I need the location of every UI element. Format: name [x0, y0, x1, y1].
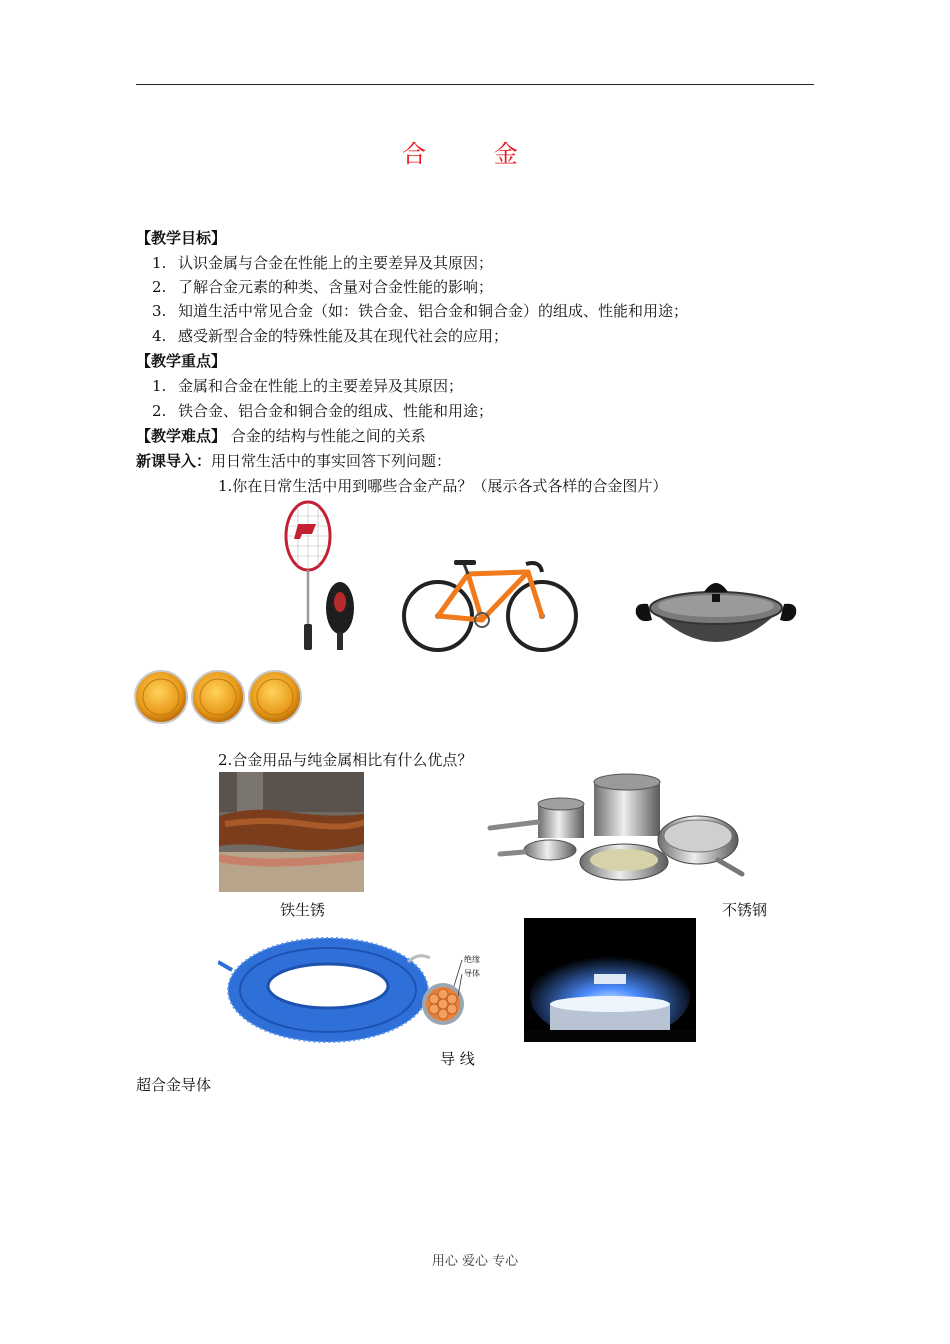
caption-wire: 导 线 [440, 1050, 475, 1068]
keypoint-item-2: 2. 铁合金、铝合金和铜合金的组成、性能和用途； [152, 402, 494, 420]
stainless-steel-cookware-image [486, 770, 746, 894]
keypoints-heading: 【教学重点】 [136, 352, 227, 370]
caption-superalloy: 超合金导体 [136, 1076, 212, 1094]
rusted-iron-image [219, 772, 364, 892]
objective-item-1: 1. 认识金属与合金在性能上的主要差异及其原因； [152, 254, 494, 272]
superconductor-image [524, 918, 696, 1042]
objective-item-4: 4. 感受新型合金的特殊性能及其在现代社会的应用； [152, 327, 509, 345]
wire-label-conductor: 导体 [464, 969, 480, 978]
objective-item-2: 2. 了解合金元素的种类、含量对合金性能的影响； [152, 278, 494, 296]
caption-steel: 不锈钢 [722, 901, 768, 919]
page-footer: 用心 爱心 专心 [431, 1254, 519, 1269]
header-rule [136, 84, 814, 85]
objectives-heading: 【教学目标】 [136, 229, 227, 247]
intro-line: 新课导入：用日常生活中的事实回答下列问题： [136, 452, 452, 470]
objective-item-3: 3. 知道生活中常见合金（如：铁合金、铝合金和铜合金）的组成、性能和用途； [152, 302, 689, 320]
badminton-racket-image [278, 498, 364, 654]
page-title: 合 金 [402, 140, 548, 168]
question-2: 2.合金用品与纯金属相比有什么优点？ [218, 751, 473, 769]
question-1: 1.你在日常生活中用到哪些合金产品？（展示各式各样的合金图片） [218, 477, 668, 495]
wire-label-insulation: 绝缘 [464, 955, 480, 964]
bicycle-image [400, 552, 580, 656]
gold-coins-image [134, 668, 302, 726]
keypoint-item-1: 1. 金属和合金在性能上的主要差异及其原因； [152, 377, 464, 395]
caption-rust: 铁生锈 [280, 901, 326, 919]
difficulty-line: 【教学难点】 合金的结构与性能之间的关系 [136, 427, 426, 445]
blue-wire-image [218, 922, 480, 1050]
wok-image [632, 574, 800, 654]
